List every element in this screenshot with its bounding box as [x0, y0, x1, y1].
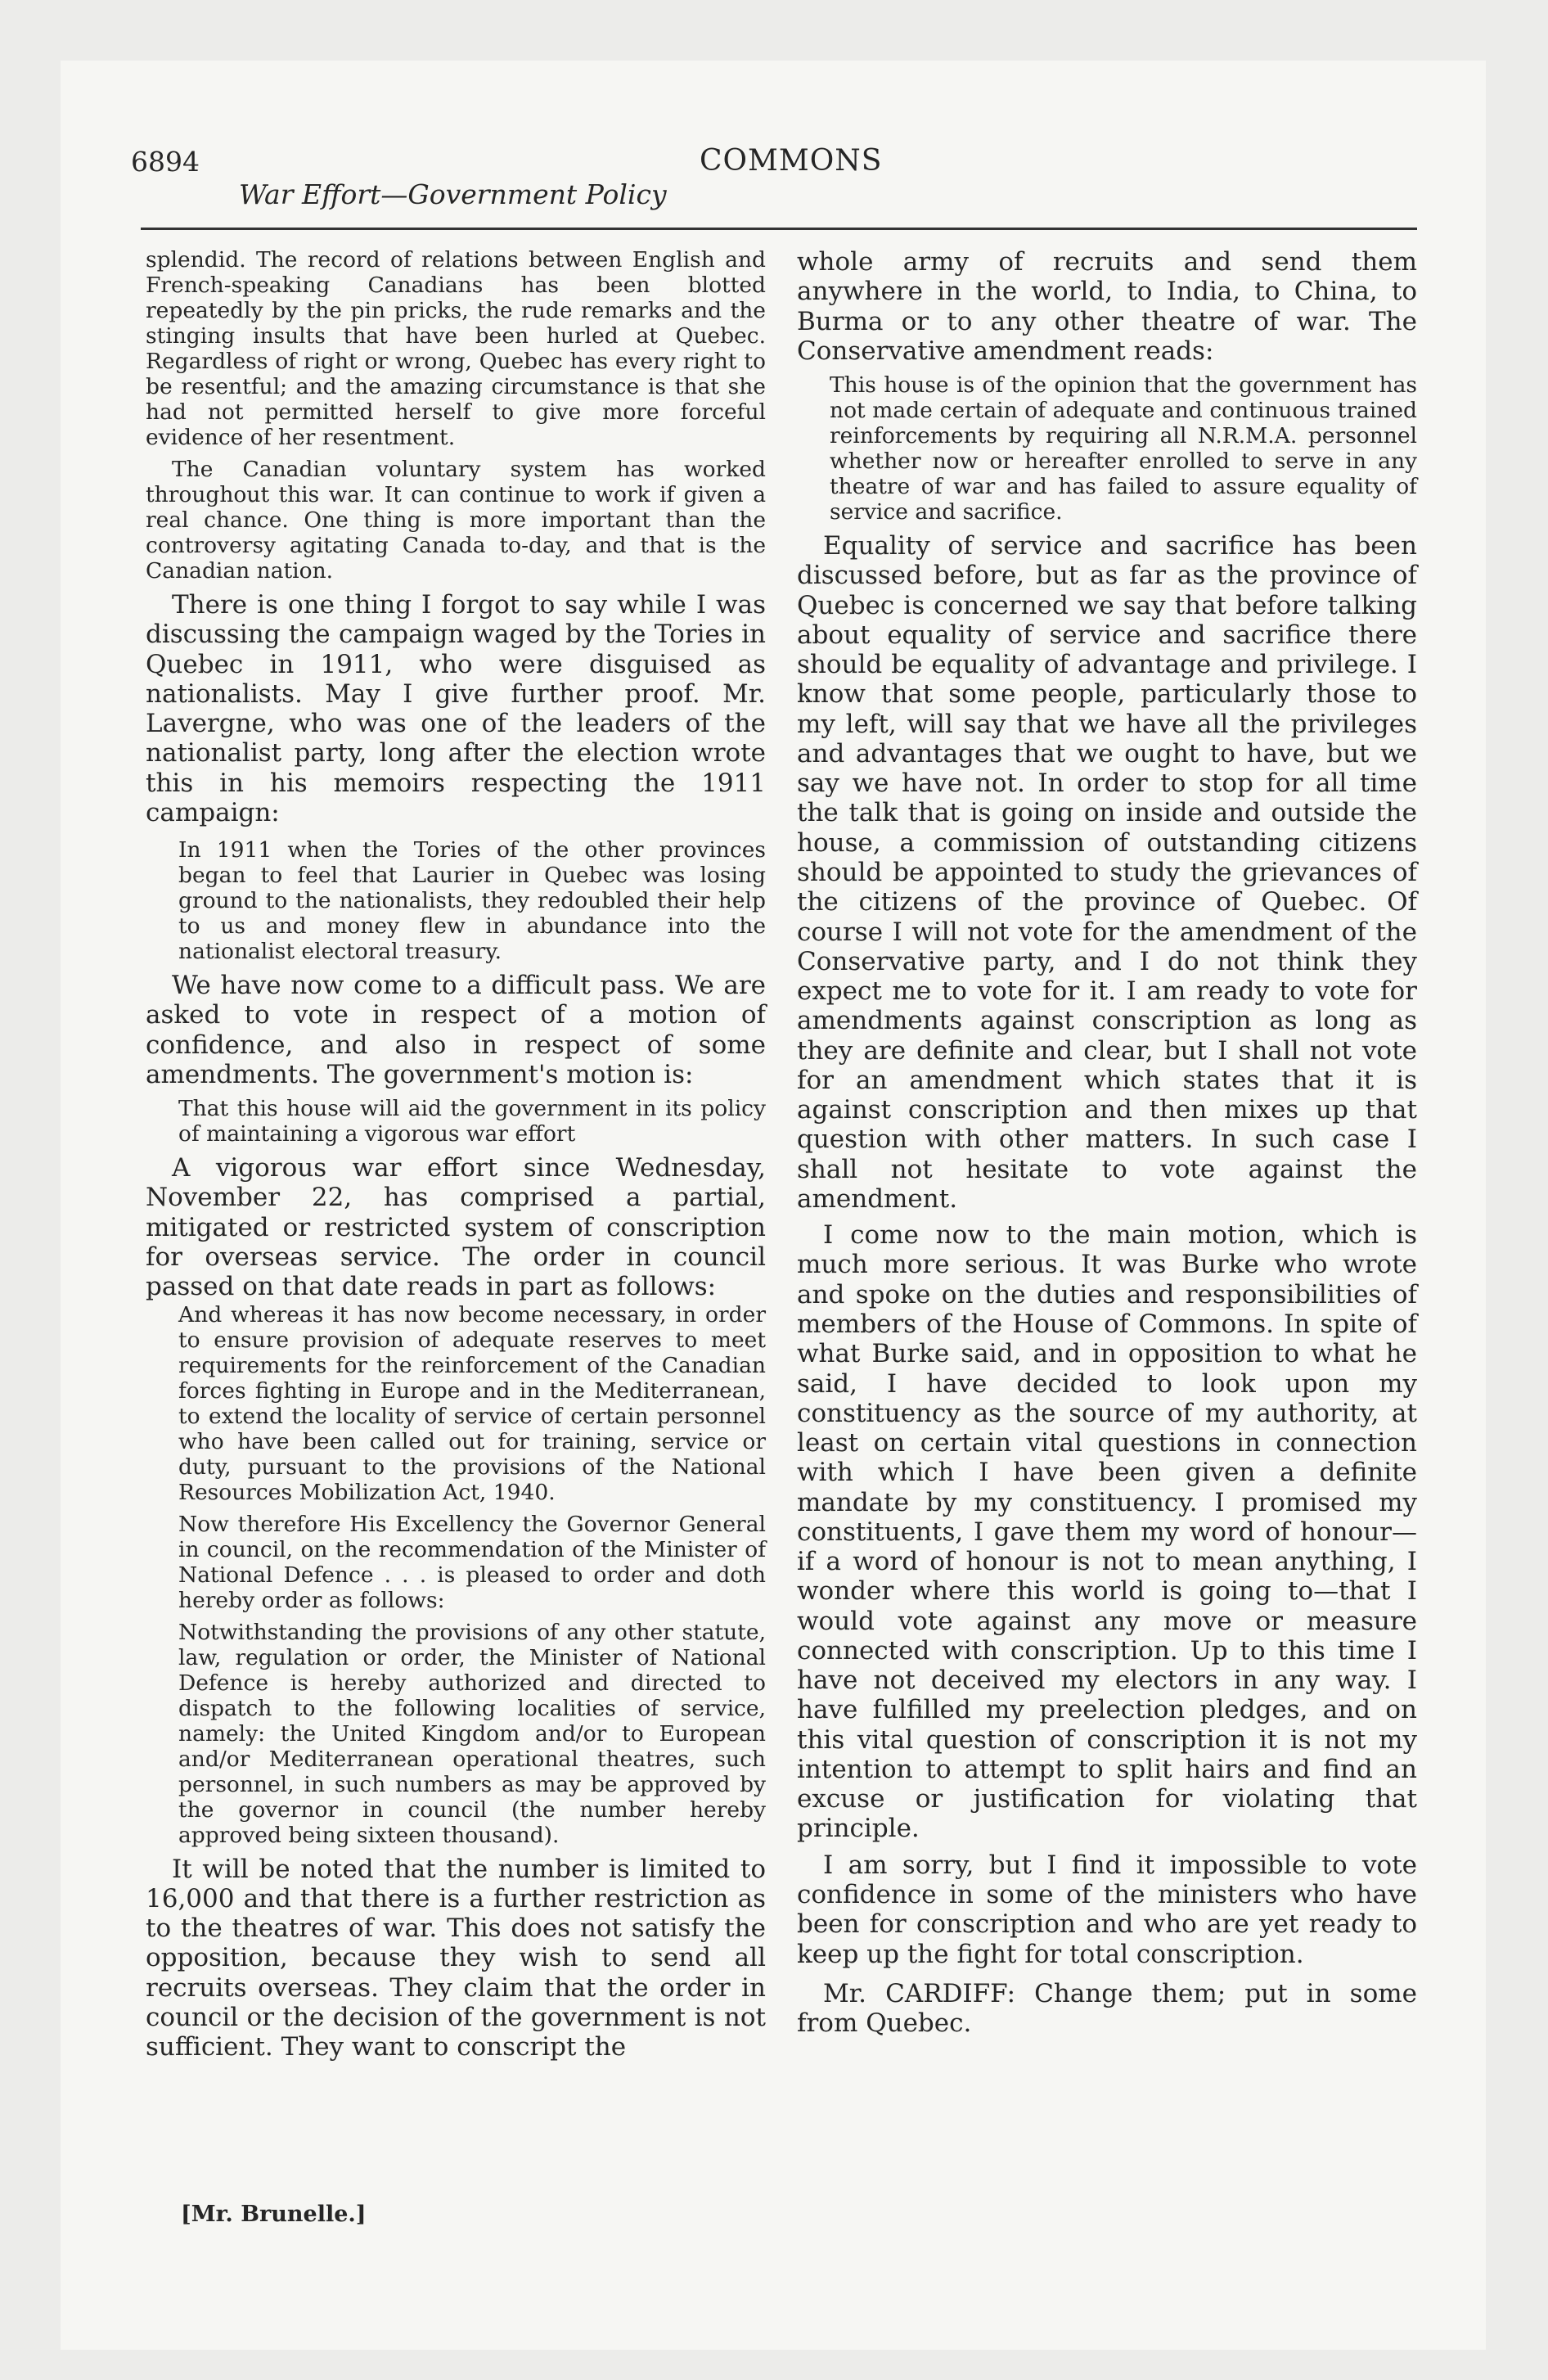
paragraph: Equality of service and sacrifice has been discussed before, but as far as the province of Quebec is concerned we say that before talking about equality of service and sacrifice there should be equality of advantage and privilege. I know that some people, particularly those to my left, will say that we have all the privileges and advantages that we ought to have, but we say we have not. In order to stop for all time the talk that is going on inside and outside the house, a commission of outstanding citizens should be appointed to study the grievances of the citizens of the province of Quebec. Of course I will not vote for the amendment of the Conservative party, and I do not think they expect me to vote for it. I am ready to vote for amendments against conscription as long as they are definite and clear, but I shall not vote for an amendment which states that it is against conscription and then mixes up that question with other matters. In such case I shall not hesitate to vote against the amendment.: [797, 531, 1417, 1214]
paragraph: A vigorous war effort since Wednesday, November 22, has comprised a partial, mitigated or restricted system of conscription for overseas service. The order in council passed on that date reads in part as follows:: [146, 1153, 766, 1302]
quotation: In 1911 when the Tories of the other provinces began to feel that Laurier in Quebec was losing ground to the nationalists, they redoubled their help to us and money flew in abundance into the nationalist electoral treasury.: [178, 837, 766, 965]
right-column: [797, 247, 1417, 2038]
paragraph: It will be noted that the number is limited to 16,000 and that there is a further restriction as to the theatres of war. This does not satisfy the opposition, because they wish to send all recruits overseas. They claim that the order in council or the decision of the government is not sufficient. They want to conscript the: [146, 1854, 766, 2062]
paragraph: I come now to the main motion, which is much more serious. It was Burke who wrote and spoke on the duties and responsibilities of members of the House of Commons. In spite of what Burke said, and in opposition to what he said, I have decided to look upon my constituency as the source of my authority, at least on certain vital questions in connection with which I have been given a definite mandate by my constituency. I promised my constituents, I gave them my word of honour—if a word of honour is not to mean anything, I wonder where this world is going to—that I would vote against any move or measure connected with conscription. Up to this time I have not deceived my electors in any way. I have fulfilled my preelection pledges, and on this vital question of conscription it is not my intention to attempt to split hairs and find an excuse or justification for violating that principle.: [797, 1220, 1417, 1844]
paragraph: We have now come to a difficult pass. We are asked to vote in respect of a motion of confidence, and also in respect of some amendments. The government's motion is:: [146, 971, 766, 1089]
quotation: That this house will aid the government in its policy of maintaining a vigorous war effort: [178, 1096, 766, 1147]
paragraph: The Canadian voluntary system has worked throughout this war. It can continue to work if given a real chance. One thing is more important than the controversy agitating Canada to-day, and that is the Canadian nation.: [146, 457, 766, 584]
paragraph: Mr. CARDIFF: Change them; put in some from Quebec.: [797, 1978, 1417, 2039]
speaker-footer: [Mr. Brunelle.]: [181, 2202, 367, 2227]
quotation: Notwithstanding the provisions of any other statute, law, regulation or order, the Minister of National Defence is hereby authorized and directed to dispatch to the following localities of service, namely: the United Kingdom and/or to European and/or Mediterranean operational theatres, such personnel, in such numbers as may be approved by the governor in council (the number hereby approved being sixteen thousand).: [178, 1619, 766, 1848]
section-heading: War Effort—Government Policy: [239, 178, 667, 210]
quotation: Now therefore His Excellency the Governor General in council, on the recommendation of the Minister of National Defence . . . is pleased to order and doth hereby order as follows:: [178, 1511, 766, 1613]
quotation: And whereas it has now become necessary, in order to ensure provision of adequate reserves to meet requirements for the reinforcement of the Canadian forces fighting in Europe and in the Mediterranean, to extend the locality of service of certain personnel who have been called out for training, service or duty, pursuant to the provisions of the National Resources Mobilization Act, 1940.: [178, 1301, 766, 1505]
paragraph: whole army of recruits and send them anywhere in the world, to India, to China, to Burma or to any other theatre of war. The Conservative amendment reads:: [797, 247, 1417, 366]
header-rule: [141, 228, 1417, 230]
paragraph: I am sorry, but I find it impossible to vote confidence in some of the ministers who have been for conscription and who are yet ready to keep up the fight for total conscription.: [797, 1850, 1417, 1969]
quotation: This house is of the opinion that the government has not made certain of adequate and continuous trained reinforcements by requiring all N.R.M.A. personnel whether now or hereafter enrolled to serve in any theatre of war and has failed to assure equality of service and sacrifice.: [830, 372, 1417, 525]
running-header-title: COMMONS: [700, 144, 883, 178]
left-column: [146, 247, 766, 2062]
paragraph: splendid. The record of relations between English and French-speaking Canadians has been blotted repeatedly by the pin pricks, the rude remarks and the stinging insults that have been hurled at Quebec. Regardless of right or wrong, Quebec has every right to be resentful; and the amazing circumstance is that she had not permitted herself to give more forceful evidence of her resentment.: [146, 247, 766, 450]
paragraph: There is one thing I forgot to say while I was discussing the campaign waged by the Tories in Quebec in 1911, who were disguised as nationalists. May I give further proof. Mr. Lavergne, who was one of the leaders of the nationalist party, long after the election wrote this in his memoirs respecting the 1911 campaign:: [146, 590, 766, 827]
page-number: 6894: [131, 146, 200, 178]
